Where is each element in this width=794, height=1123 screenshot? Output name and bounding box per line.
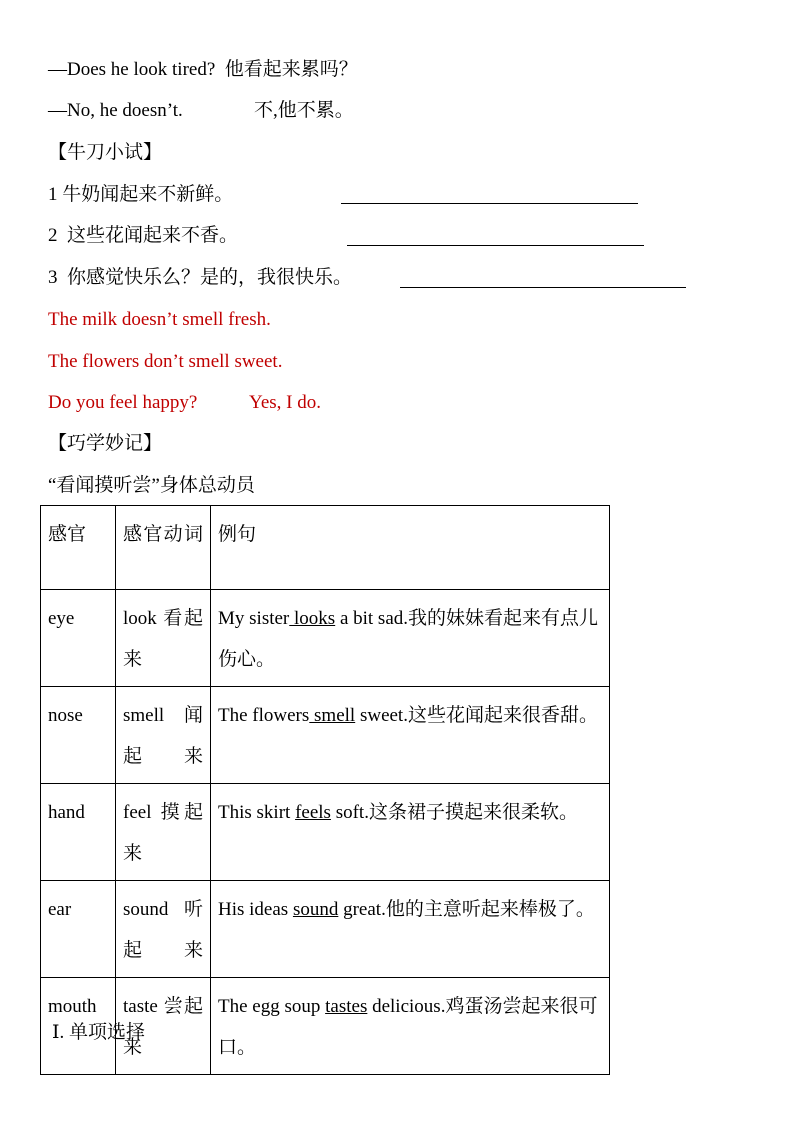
verb-meaning: 听起来 [123,899,203,961]
example-post: delicious.鸡蛋汤尝起来很可口。 [218,996,598,1058]
verb-cell [116,590,211,687]
table-row [41,784,610,881]
example-cell [211,784,610,881]
dialog-question: —Does he look tired? 他看起来累吗？ [48,59,358,80]
verb-meaning: 闻起来 [123,705,203,767]
table-row [41,687,610,784]
example-pre: My sister [218,608,290,629]
verb-meaning: 看起来 [123,608,203,670]
dialog-answer-en: —No, he doesn’t. [48,100,183,121]
example-cell [211,881,610,978]
example-verb: feels [295,802,331,823]
practice-item-3: 3 你感觉快乐么？是的，我很快乐。 [48,267,353,288]
example-post: great.他的主意听起来棒极了。 [338,899,595,920]
example-post: soft.这条裙子摸起来很柔软。 [330,802,578,823]
sense-cell: ear [41,881,116,978]
answer-text-3-question: Do you feel happy? [48,392,198,413]
verb-word: taste [123,996,158,1017]
example-verb: smell [309,705,356,726]
memo-heading: 【巧学妙记】 [48,433,163,454]
header-example: 例句 [211,506,610,590]
verb-word: smell [123,705,165,726]
example-post: a bit sad.我的妹妹看起来有点儿伤心。 [218,608,599,670]
table-row [41,590,610,687]
memo-subtitle: “看闻摸听尝”身体总动员 [48,475,255,496]
verb-word: sound [123,899,169,920]
verb-cell [116,784,211,881]
example-cell [211,978,610,1075]
sense-cell: nose [41,687,116,784]
answer-blank-2[interactable] [347,245,644,246]
practice-item-1: 1 牛奶闻起来不新鲜。 [48,184,234,205]
verb-meaning: 尝起来 [123,996,203,1058]
example-post: sweet.这些花闻起来很香甜。 [355,705,598,726]
example-cell [211,590,610,687]
header-verb: 感官动词 [116,506,211,590]
answer-text-3-reply: Yes, I do. [249,392,321,413]
example-pre: His ideas [218,899,293,920]
sense-verbs-table [40,505,610,1075]
verb-meaning: 摸起来 [123,802,203,864]
practice-item-2: 2 这些花闻起来不香。 [48,225,239,246]
verb-word: look [123,608,157,629]
answer-text-2: The flowers don’t smell sweet. [48,351,283,372]
dialog-answer-zh: 不,他不累。 [254,100,354,121]
verb-cell [116,881,211,978]
example-verb: looks [289,608,336,629]
answer-text-1: The milk doesn’t smell fresh. [48,309,271,330]
example-verb: sound [292,899,339,920]
answer-blank-3[interactable] [400,287,686,288]
sense-cell: mouth [41,978,116,1075]
example-cell [211,687,610,784]
sense-cell: eye [41,590,116,687]
table-row [41,881,610,978]
sense-cell: hand [41,784,116,881]
verb-word: feel [123,802,152,823]
example-pre: The flowers [218,705,310,726]
header-sense: 感官 [41,506,116,590]
answer-blank-1[interactable] [341,203,638,204]
practice-heading: 【牛刀小试】 [48,142,163,163]
example-verb: tastes [325,996,368,1017]
example-pre: The egg soup [218,996,326,1017]
example-pre: This skirt [218,802,296,823]
table-header-row [41,506,610,590]
section-heading-single-choice: Ⅰ. 单项选择 [52,1022,146,1043]
verb-cell [116,687,211,784]
